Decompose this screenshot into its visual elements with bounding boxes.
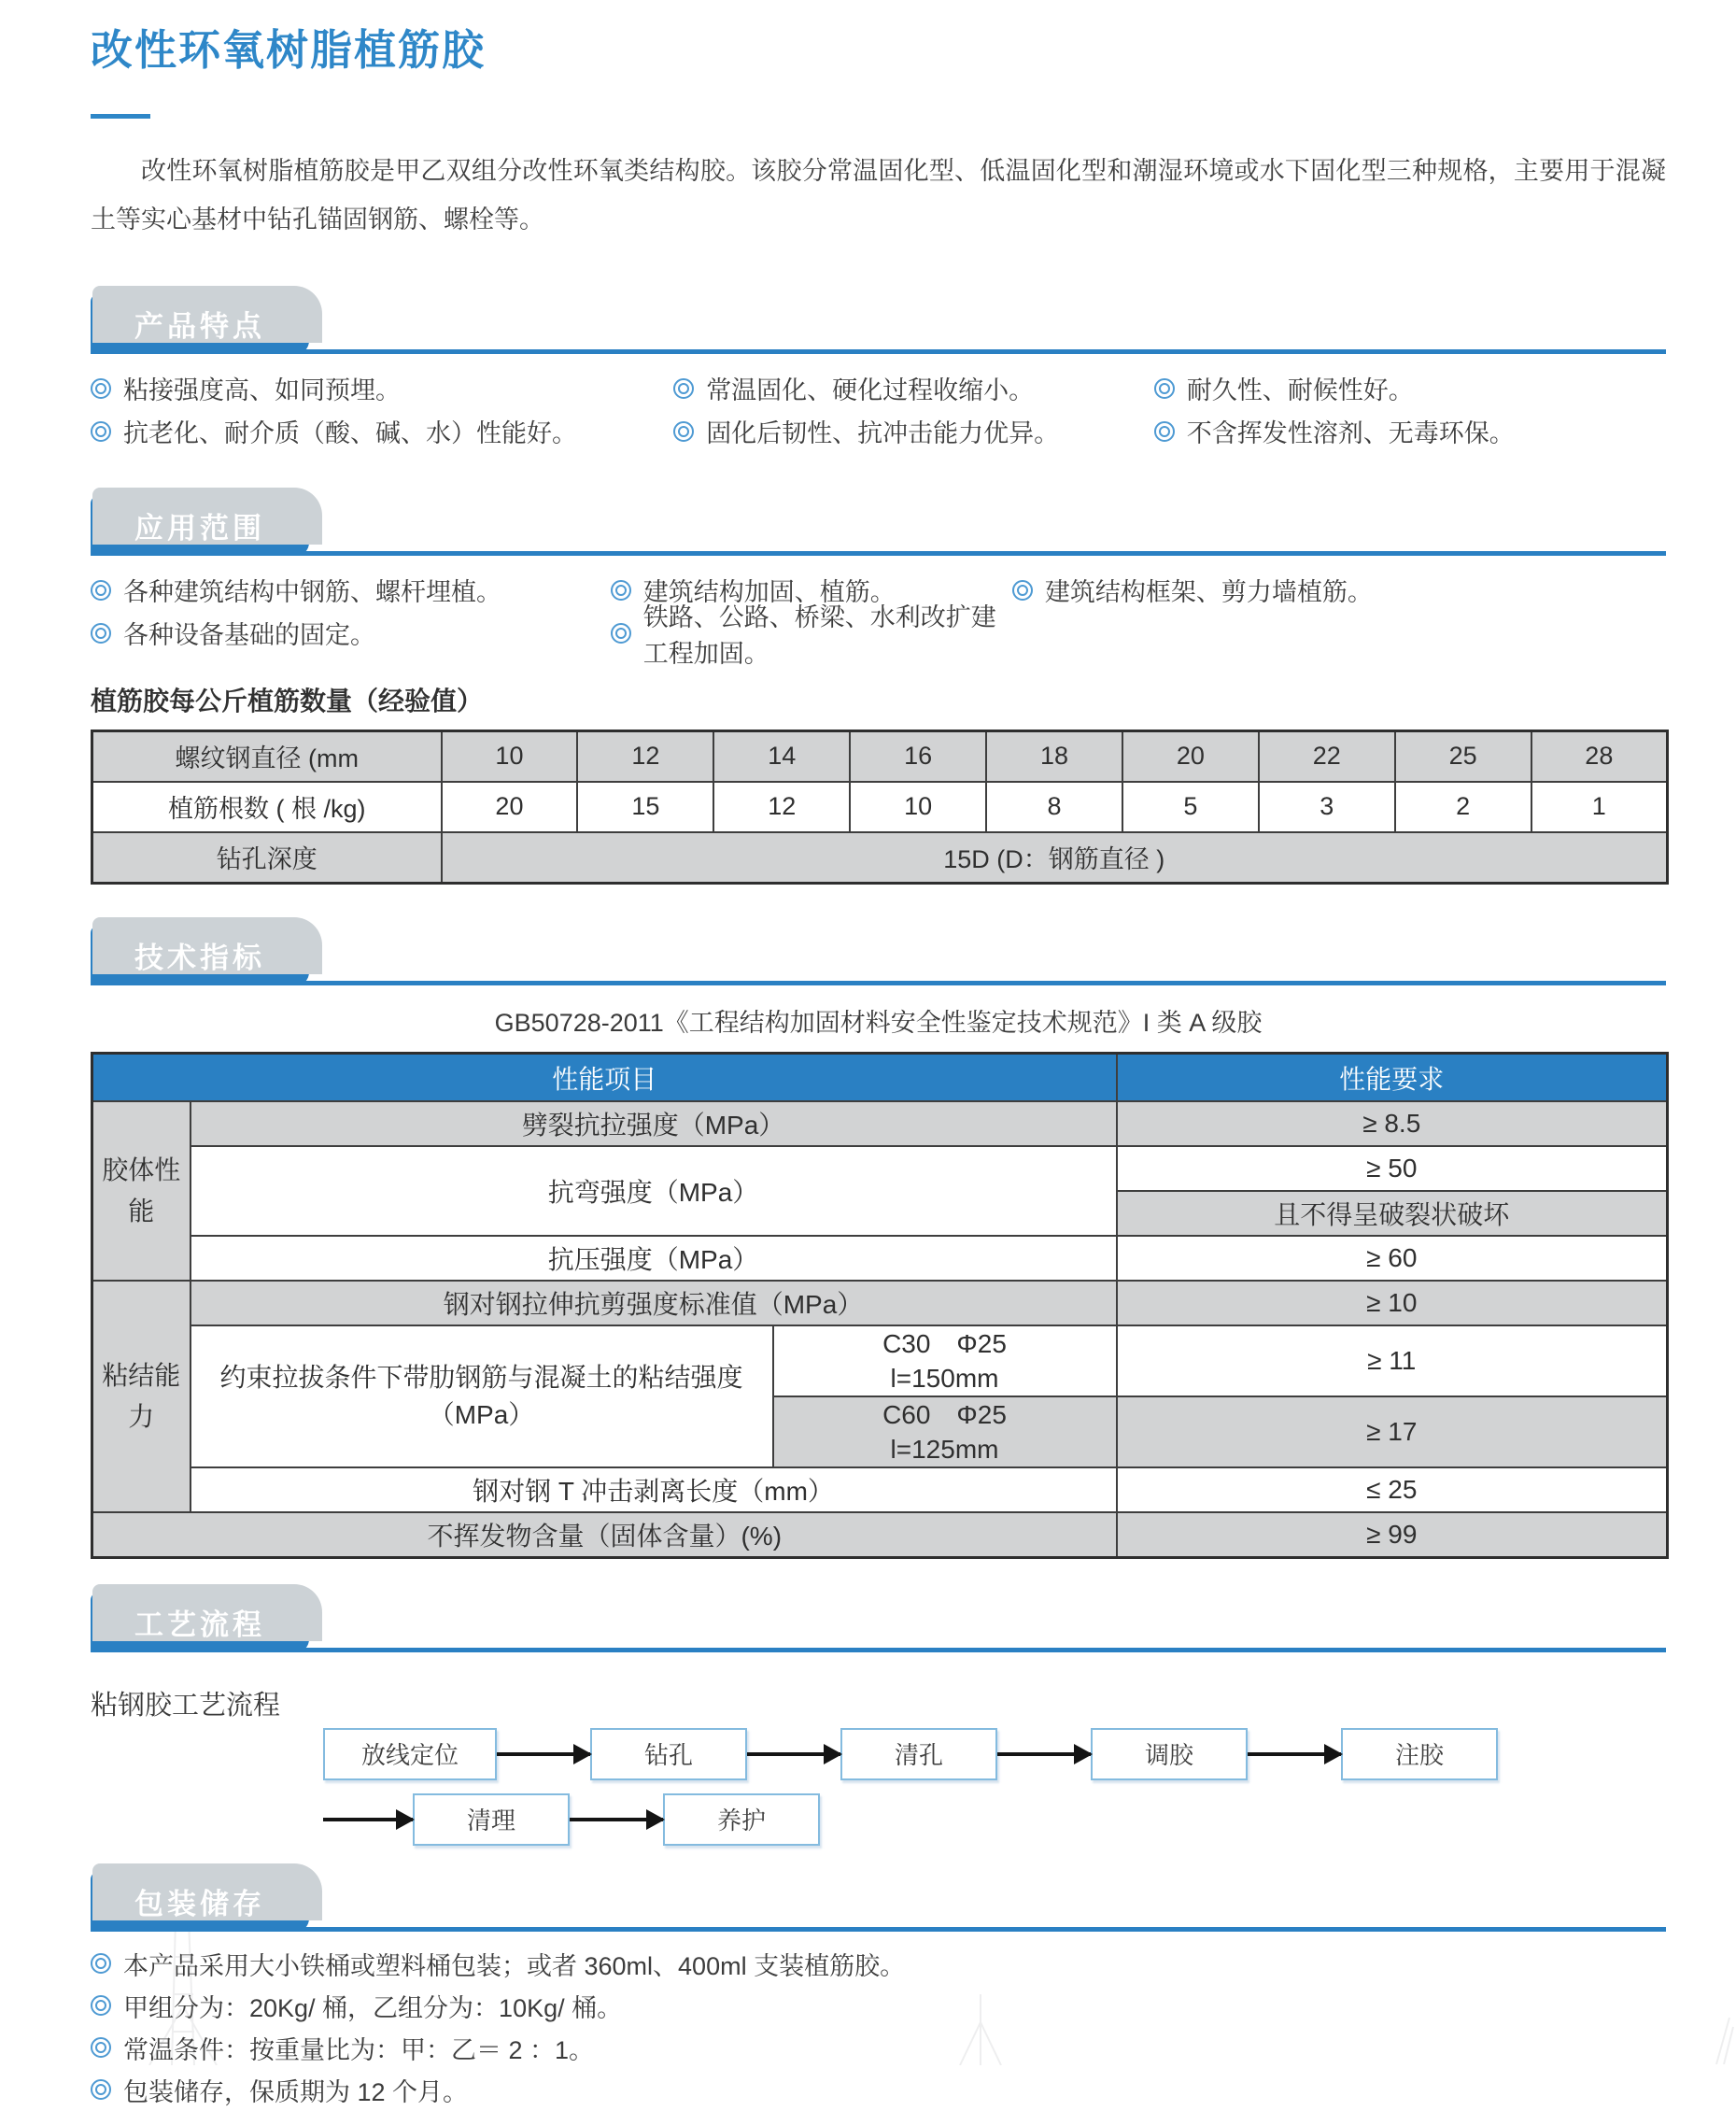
applications-badge <box>91 496 309 556</box>
spec-header-item: 性能项目 <box>92 1053 1117 1101</box>
feature-text: 常温固化、硬化过程收缩小。 <box>706 376 1035 405</box>
arrow-right-icon <box>570 1818 663 1821</box>
features-list <box>91 367 1666 453</box>
application-text: 铁路、公路、桥梁、水利改扩建工程加固。 <box>642 602 996 668</box>
rebar-count-value: 10 <box>850 782 986 832</box>
packaging-text: 常温条件：按重量比为：甲：乙＝ 2 ：1。 <box>123 2035 595 2064</box>
packaging-badge <box>91 1872 309 1932</box>
packaging-item <box>91 2069 1666 2111</box>
packaging-text: 本产品采用大小铁桶或塑料桶包装；或者 360ml、400ml 支装植筋胶。 <box>123 1951 906 1980</box>
rebar-diameter-value: 22 <box>1259 730 1395 782</box>
spec-req: ≤ 25 <box>1117 1467 1668 1512</box>
flow-step-box: 注胶 <box>1341 1728 1498 1780</box>
section-rule <box>91 551 1666 556</box>
bullseye-bullet-icon <box>91 378 111 399</box>
spec-row <box>92 1236 1668 1281</box>
application-item <box>91 569 611 612</box>
flow-step-box: 清理 <box>413 1793 570 1846</box>
applications-list <box>91 569 1666 668</box>
technical-spec-table <box>91 1052 1669 1559</box>
rebar-count-row <box>92 782 1668 832</box>
section-rule <box>91 1927 1666 1932</box>
spec-req: ≥ 99 <box>1117 1512 1668 1557</box>
spec-condition <box>773 1396 1117 1467</box>
rebar-diameter-value: 20 <box>1122 730 1259 782</box>
spec-group-bonding: 粘结能力 <box>92 1281 191 1512</box>
spec-row <box>92 1512 1668 1557</box>
bullseye-bullet-icon <box>91 421 111 442</box>
spec-row <box>92 1281 1668 1325</box>
application-item <box>1012 569 1666 612</box>
spec-req: ≥ 8.5 <box>1117 1101 1668 1146</box>
bullseye-bullet-icon <box>91 580 111 601</box>
flow-step-box: 调胶 <box>1091 1728 1248 1780</box>
spec-group-colloid: 胶体性能 <box>92 1101 191 1281</box>
rebar-count-value: 15 <box>577 782 713 832</box>
bullseye-bullet-icon <box>673 421 694 442</box>
bullseye-bullet-icon <box>1154 378 1175 399</box>
feature-item <box>91 367 673 410</box>
bullseye-bullet-icon <box>611 580 631 601</box>
feature-item <box>673 367 1154 410</box>
packaging-list <box>91 1943 1666 2111</box>
rebar-count-value: 5 <box>1122 782 1259 832</box>
spec-req: ≥ 11 <box>1117 1325 1668 1396</box>
bullseye-bullet-icon <box>1154 421 1175 442</box>
process-badge <box>91 1593 309 1652</box>
spec-condition <box>773 1325 1117 1396</box>
specs-heading: 技术指标 <box>134 942 265 975</box>
feature-text: 耐久性、耐候性好。 <box>1186 376 1414 405</box>
rebar-diameter-value: 10 <box>442 730 578 782</box>
page-title: 改性环氧树脂植筋胶 <box>91 26 487 74</box>
rebar-count-label: 植筋根数 ( 根 /kg) <box>92 782 442 832</box>
feature-text: 固化后韧性、抗冲击能力优异。 <box>706 419 1060 448</box>
features-section-header <box>91 289 1666 354</box>
rebar-diameter-label: 螺纹钢直径 (mm <box>92 730 442 782</box>
section-rule <box>91 981 1666 985</box>
packaging-text: 甲组分为：20Kg/ 桶，乙组分为：10Kg/ 桶。 <box>123 1993 623 2022</box>
process-flow-row1 <box>323 1728 1666 1780</box>
feature-item <box>1154 367 1666 410</box>
spec-req: ≥ 50 <box>1117 1146 1668 1191</box>
feature-item <box>673 410 1154 453</box>
flow-step-box: 养护 <box>663 1793 820 1846</box>
packaging-section-header <box>91 1866 1666 1932</box>
applications-section-header <box>91 490 1666 556</box>
packaging-item <box>91 2027 1666 2069</box>
process-heading: 工艺流程 <box>134 1608 265 1642</box>
packaging-heading: 包装储存 <box>134 1888 265 1921</box>
drill-depth-row <box>92 832 1668 884</box>
condition-line1: C60 Φ25 <box>882 1400 1007 1430</box>
rebar-count-value: 1 <box>1531 782 1668 832</box>
rebar-diameter-value: 25 <box>1395 730 1531 782</box>
specs-badge <box>91 926 309 985</box>
specs-standard-subtitle: GB50728-2011《工程结构加固材料安全性鉴定技术规范》I 类 A 级胶 <box>494 1008 1263 1037</box>
bullseye-bullet-icon <box>91 623 111 644</box>
rebar-diameter-row <box>92 730 1668 782</box>
bullseye-bullet-icon <box>91 1995 111 2016</box>
watermark-sketch <box>1711 2018 1735 2064</box>
arrow-right-icon <box>323 1818 413 1821</box>
spec-item: 抗压强度（MPa） <box>191 1236 1117 1281</box>
features-badge <box>91 294 309 354</box>
rebar-count-table <box>91 730 1669 885</box>
spec-header-req: 性能要求 <box>1117 1053 1668 1101</box>
flow-step-box: 清孔 <box>840 1728 997 1780</box>
condition-line2: l=150mm <box>890 1364 999 1394</box>
arrow-right-icon <box>1248 1752 1341 1756</box>
flow-step-box: 放线定位 <box>323 1728 497 1780</box>
bullseye-bullet-icon <box>611 623 631 644</box>
section-rule <box>91 1648 1666 1652</box>
feature-item <box>1154 410 1666 453</box>
arrow-right-icon <box>497 1752 590 1756</box>
spec-row <box>92 1101 1668 1146</box>
spec-req: ≥ 17 <box>1117 1396 1668 1467</box>
spec-req: ≥ 10 <box>1117 1281 1668 1325</box>
spec-req: 且不得呈破裂状破坏 <box>1117 1191 1668 1236</box>
spec-item: 钢对钢拉伸抗剪强度标准值（MPa） <box>191 1281 1117 1325</box>
applications-heading: 应用范围 <box>134 512 265 545</box>
spec-row <box>92 1325 1668 1396</box>
rebar-count-value: 20 <box>442 782 578 832</box>
spec-item: 不挥发物含量（固体含量）(%) <box>92 1512 1117 1557</box>
rebar-diameter-value: 14 <box>713 730 850 782</box>
rebar-count-value: 3 <box>1259 782 1395 832</box>
feature-text: 抗老化、耐介质（酸、碱、水）性能好。 <box>123 419 577 448</box>
spec-item: 劈裂抗拉强度（MPa） <box>191 1101 1117 1146</box>
condition-line1: C30 Φ25 <box>882 1329 1007 1359</box>
flow-step-box: 钻孔 <box>590 1728 747 1780</box>
drill-depth-label: 钻孔深度 <box>92 832 442 884</box>
features-heading: 产品特点 <box>134 310 265 344</box>
packaging-item <box>91 1943 1666 1985</box>
rebar-diameter-value: 28 <box>1531 730 1668 782</box>
section-rule <box>91 349 1666 354</box>
application-text: 各种建筑结构中钢筋、螺杆埋植。 <box>123 578 501 607</box>
spec-row <box>92 1146 1668 1191</box>
arrow-right-icon <box>997 1752 1091 1756</box>
spec-req: ≥ 60 <box>1117 1236 1668 1281</box>
spec-item: 抗弯强度（MPa） <box>191 1146 1117 1236</box>
application-item <box>91 612 611 655</box>
process-flow-row2 <box>323 1793 1666 1846</box>
title-underline <box>91 114 150 119</box>
application-text: 建筑结构框架、剪力墙植筋。 <box>1044 578 1373 607</box>
process-flow-label: 粘钢胶工艺流程 <box>91 1690 281 1721</box>
packaging-item <box>91 1985 1666 2027</box>
condition-line2: l=125mm <box>890 1435 999 1465</box>
packaging-text: 包装储存，保质期为 12 个月。 <box>123 2077 469 2106</box>
rebar-table-caption: 植筋胶每公斤植筋数量（经验值） <box>91 686 484 715</box>
bullseye-bullet-icon <box>673 378 694 399</box>
application-text: 建筑结构加固、植筋。 <box>642 578 896 607</box>
feature-text: 粘接强度高、如同预埋。 <box>123 376 401 405</box>
rebar-diameter-value: 18 <box>986 730 1122 782</box>
feature-text: 不含挥发性溶剂、无毒环保。 <box>1186 419 1515 448</box>
spec-header-row <box>92 1053 1668 1101</box>
specs-section-header <box>91 920 1666 985</box>
intro-paragraph: 改性环氧树脂植筋胶是甲乙双组分改性环氧类结构胶。该胶分常温固化型、低温固化型和潮湿环境或水下固化型三种规格，主要用于混凝土等实心基材中钻孔锚固钢筋、螺栓等。 <box>91 156 1666 234</box>
rebar-diameter-value: 16 <box>850 730 986 782</box>
rebar-diameter-value: 12 <box>577 730 713 782</box>
application-item <box>611 602 1012 668</box>
rebar-count-value: 12 <box>713 782 850 832</box>
spec-item: 约束拉拔条件下带肋钢筋与混凝土的粘结强度（MPa） <box>191 1325 773 1467</box>
rebar-count-value: 8 <box>986 782 1122 832</box>
bullseye-bullet-icon <box>91 2037 111 2058</box>
bullseye-bullet-icon <box>1012 580 1033 601</box>
bullseye-bullet-icon <box>91 1953 111 1974</box>
feature-item <box>91 410 673 453</box>
application-text: 各种设备基础的固定。 <box>123 621 375 650</box>
rebar-count-value: 2 <box>1395 782 1531 832</box>
bullseye-bullet-icon <box>91 2079 111 2100</box>
arrow-right-icon <box>747 1752 840 1756</box>
drill-depth-value: 15D (D：钢筋直径 ) <box>442 832 1668 884</box>
process-section-header <box>91 1587 1666 1652</box>
spec-row <box>92 1467 1668 1512</box>
spec-item: 钢对钢 T 冲击剥离长度（mm） <box>191 1467 1117 1512</box>
